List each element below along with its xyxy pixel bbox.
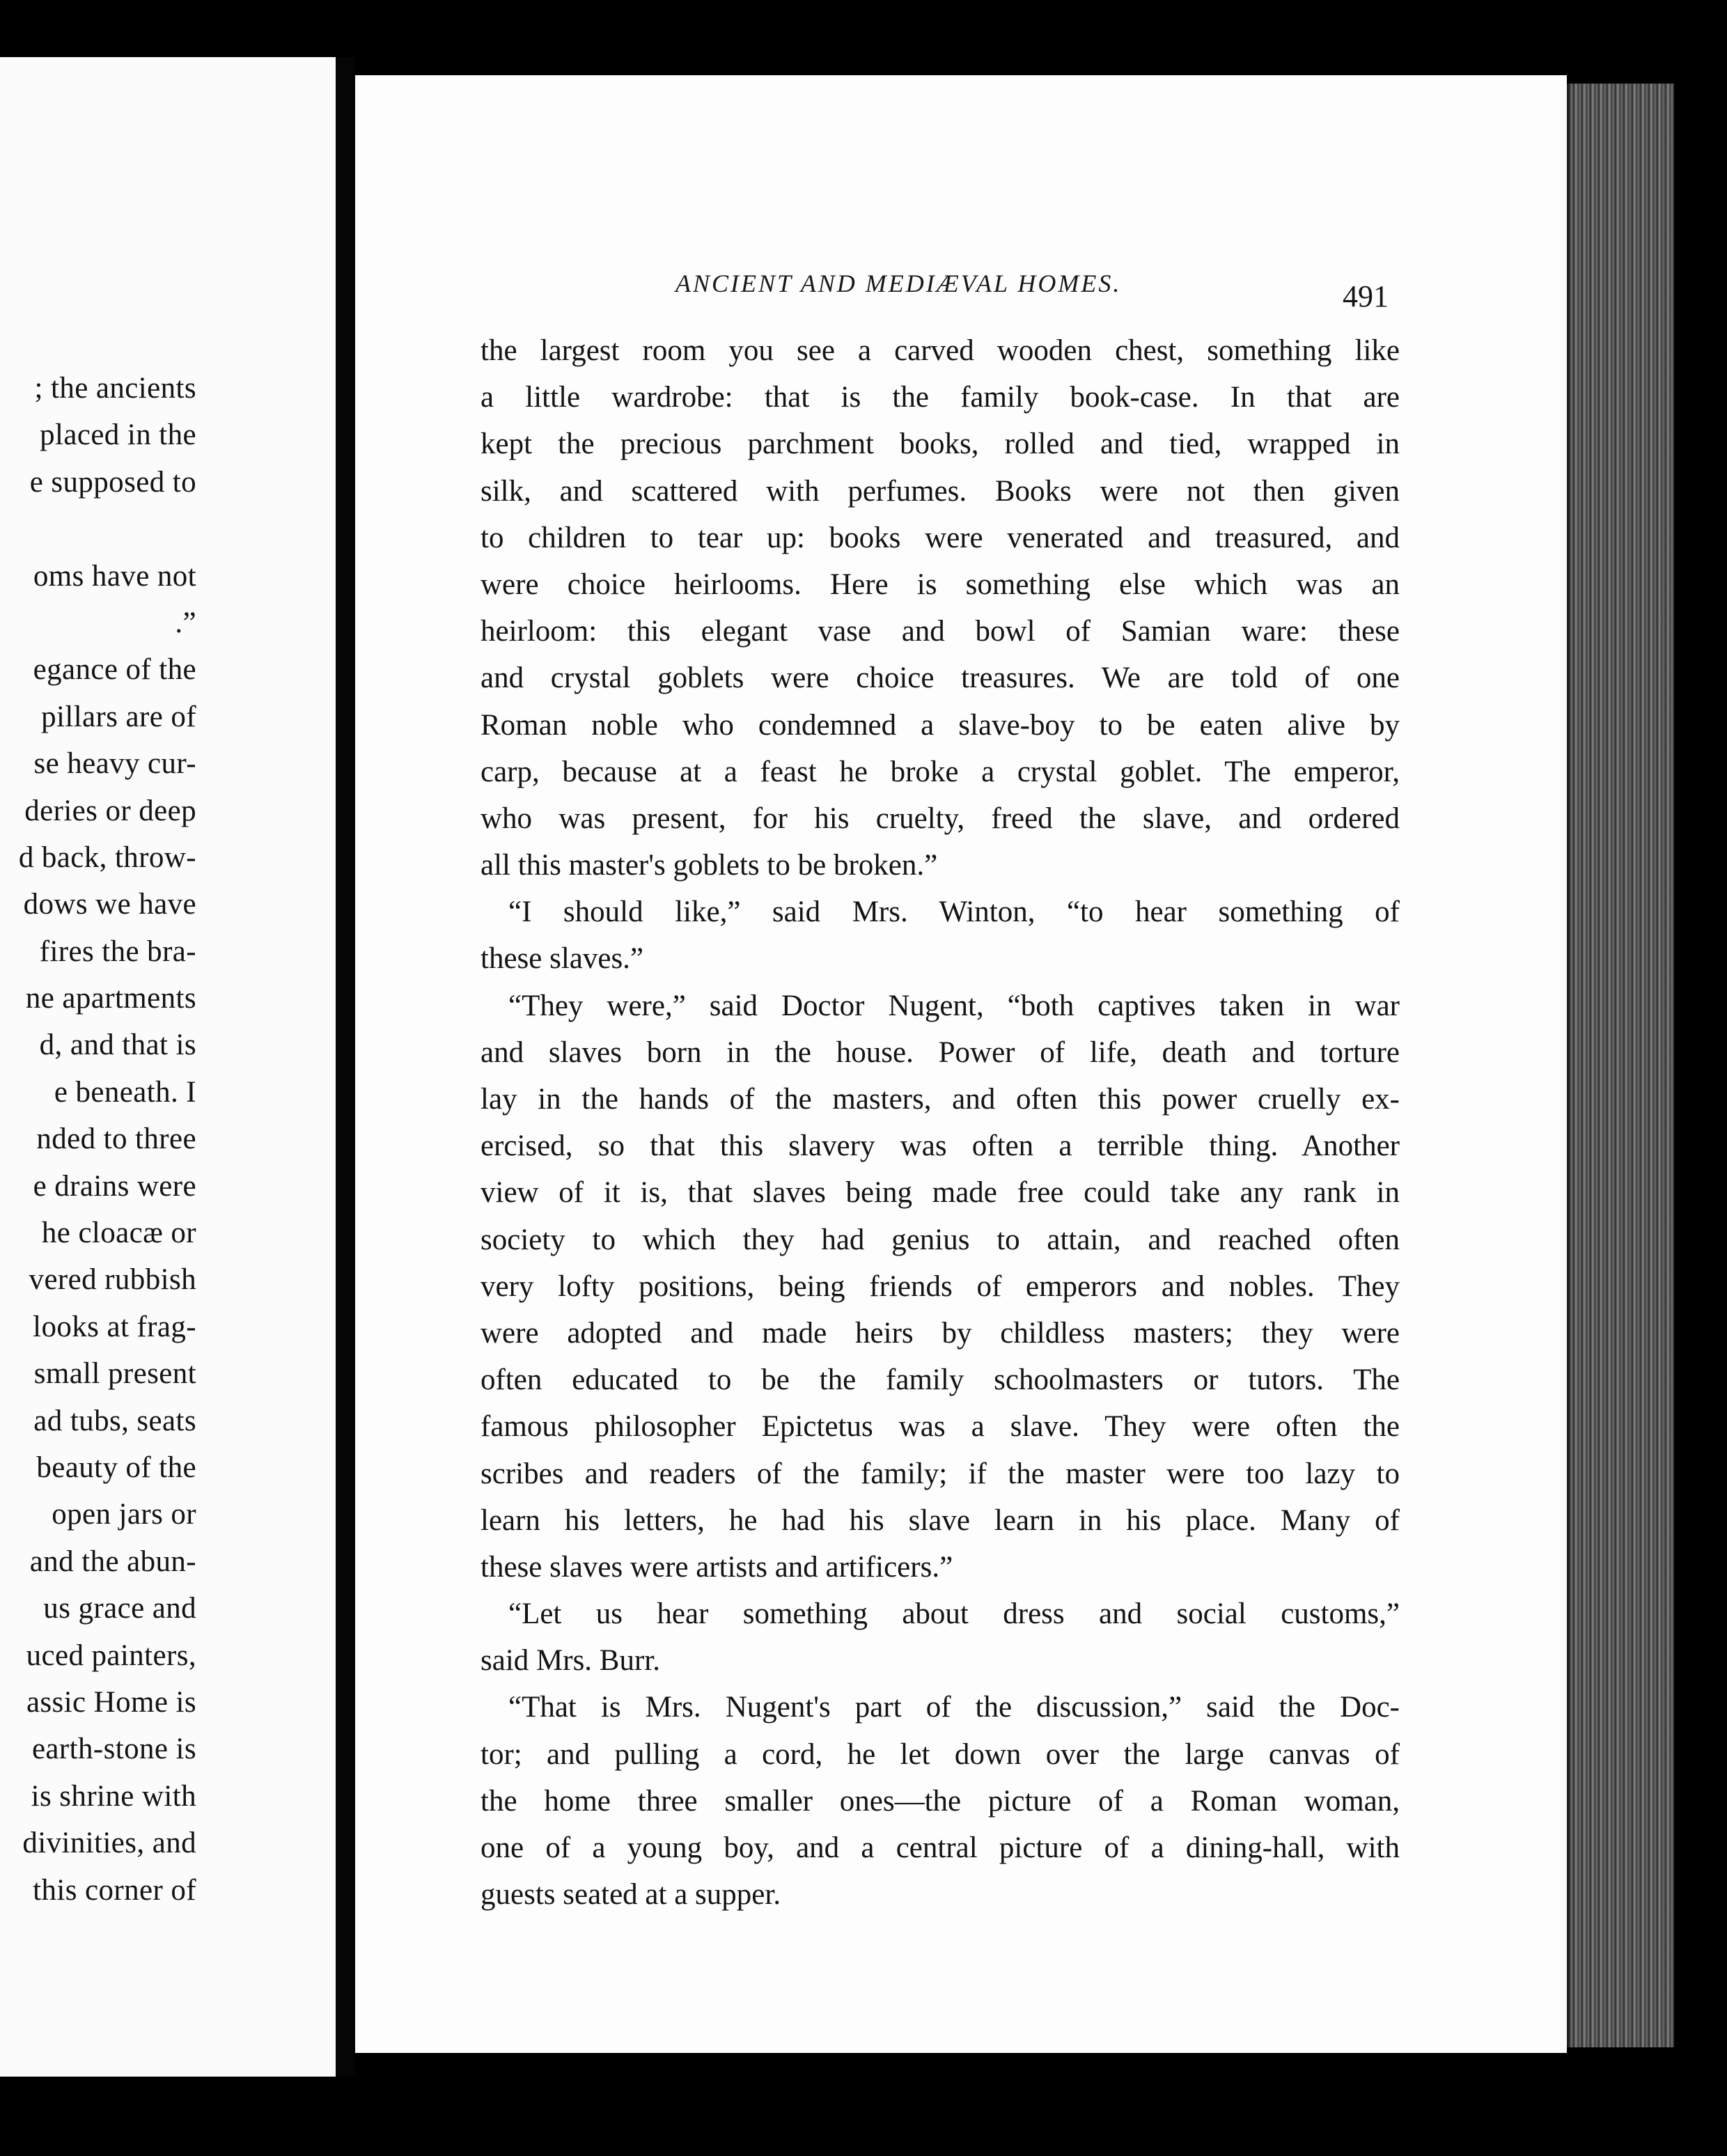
text-line: society to which they had genius to attain, and reached often: [480, 1223, 1400, 1256]
text-line: silk, and scattered with perfumes. Books were not then given: [480, 474, 1400, 508]
left-line: [0, 506, 196, 552]
text-line: said Mrs. Burr.: [480, 1644, 660, 1678]
left-line: divinities, and: [22, 1827, 196, 1860]
right-page: [355, 75, 1567, 2053]
text-line: often educated to be the family schoolmasters or tutors. The: [480, 1364, 1400, 1397]
text-line: all this master's goblets to be broken.”: [480, 849, 938, 882]
text-line: lay in the hands of the masters, and often this power cruelly ex-: [480, 1083, 1400, 1116]
left-line: he cloacæ or: [41, 1217, 196, 1250]
text-line: the largest room you see a carved wooden chest, something like: [480, 334, 1400, 367]
text-line: very lofty positions, being friends of emperors and nobles. They: [480, 1270, 1400, 1303]
left-line: open jars or: [52, 1498, 196, 1531]
left-line: us grace and: [43, 1592, 196, 1625]
left-page: [0, 57, 336, 2077]
text-line: were choice heirlooms. Here is something else which was an: [480, 568, 1400, 601]
left-line: fires the bra-: [39, 935, 196, 968]
text-line: “They were,” said Doctor Nugent, “both captives taken in war: [508, 989, 1400, 1022]
book-gutter: [336, 57, 355, 2077]
text-line: and slaves born in the house. Power of life, death and torture: [480, 1036, 1400, 1069]
text-line: a little wardrobe: that is the family book-case. In that are: [480, 381, 1400, 414]
left-line: and the abun-: [29, 1545, 196, 1578]
left-line: is shrine with: [31, 1779, 196, 1813]
left-line: uced painters,: [26, 1639, 196, 1672]
left-line: earth-stone is: [31, 1733, 196, 1766]
text-line: ercised, so that this slavery was often a terrible thing. Another: [480, 1130, 1400, 1163]
left-line: e beneath. I: [54, 1075, 196, 1109]
text-line: Roman noble who condemned a slave-boy to be eaten alive by: [480, 708, 1400, 742]
left-line: egance of the: [33, 653, 196, 687]
text-line: who was present, for his cruelty, freed the slave, and ordered: [480, 802, 1400, 835]
left-line: d, and that is: [39, 1029, 196, 1062]
page-fore-edge: [1567, 84, 1674, 2047]
text-line: one of a young boy, and a central picture of a dining-hall, with: [480, 1831, 1400, 1864]
left-line: ad tubs, seats: [33, 1404, 196, 1437]
left-line: assic Home is: [26, 1685, 196, 1719]
text-line: learn his letters, he had his slave learn in his place. Many of: [480, 1503, 1400, 1537]
left-line: se heavy cur-: [33, 747, 196, 781]
left-line: oms have not: [33, 559, 196, 593]
text-line: scribes and readers of the family; if the master were too lazy to: [480, 1457, 1400, 1490]
left-line: looks at frag-: [33, 1310, 196, 1343]
left-line: small present: [33, 1357, 196, 1391]
left-line: nded to three: [36, 1123, 196, 1156]
text-line: “That is Mrs. Nugent's part of the discussion,” said the Doc-: [508, 1691, 1400, 1724]
text-line: these slaves were artists and artificers.”: [480, 1550, 953, 1584]
body-text: [480, 327, 1400, 1918]
left-line: vered rubbish: [29, 1263, 196, 1297]
text-line: kept the precious parchment books, rolled and tied, wrapped in: [480, 428, 1400, 461]
text-line: carp, because at a feast he broke a crystal goblet. The emperor,: [480, 755, 1400, 788]
text-line: view of it is, that slaves being made free could take any rank in: [480, 1176, 1400, 1210]
left-line: ne apartments: [25, 982, 196, 1015]
text-line: guests seated at a supper.: [480, 1878, 781, 1912]
left-page-text: [0, 365, 196, 1914]
left-line: ; the ancients: [34, 372, 196, 405]
page-number: 491: [1343, 279, 1389, 313]
text-line: these slaves.”: [480, 942, 644, 976]
running-head: ANCIENT AND MEDIÆVAL HOMES.: [675, 270, 1122, 297]
left-line: placed in the: [40, 419, 196, 452]
left-line: d back, throw-: [18, 841, 196, 874]
text-line: to children to tear up: books were venerated and treasured, and: [480, 521, 1400, 554]
text-line: and crystal goblets were choice treasures. We are told of one: [480, 662, 1400, 695]
left-line: deries or deep: [24, 794, 196, 827]
text-line: heirloom: this elegant vase and bowl of Samian ware: these: [480, 615, 1400, 648]
left-line: dows we have: [23, 888, 196, 921]
left-line: pillars are of: [41, 700, 196, 733]
text-line: the home three smaller ones—the picture of a Roman woman,: [480, 1784, 1400, 1818]
left-line: this corner of: [33, 1873, 196, 1907]
text-line: were adopted and made heirs by childless masters; they were: [480, 1316, 1400, 1350]
text-line: tor; and pulling a cord, he let down over the large canvas of: [480, 1737, 1400, 1771]
left-line: beauty of the: [36, 1451, 196, 1484]
text-line: famous philosopher Epictetus was a slave. They were often the: [480, 1410, 1400, 1444]
left-line: e supposed to: [29, 465, 196, 499]
text-line: “I should like,” said Mrs. Winton, “to hear something of: [508, 896, 1400, 929]
left-line: .”: [175, 606, 196, 639]
text-line: “Let us hear something about dress and social customs,”: [508, 1598, 1400, 1631]
left-line: e drains were: [33, 1169, 196, 1203]
